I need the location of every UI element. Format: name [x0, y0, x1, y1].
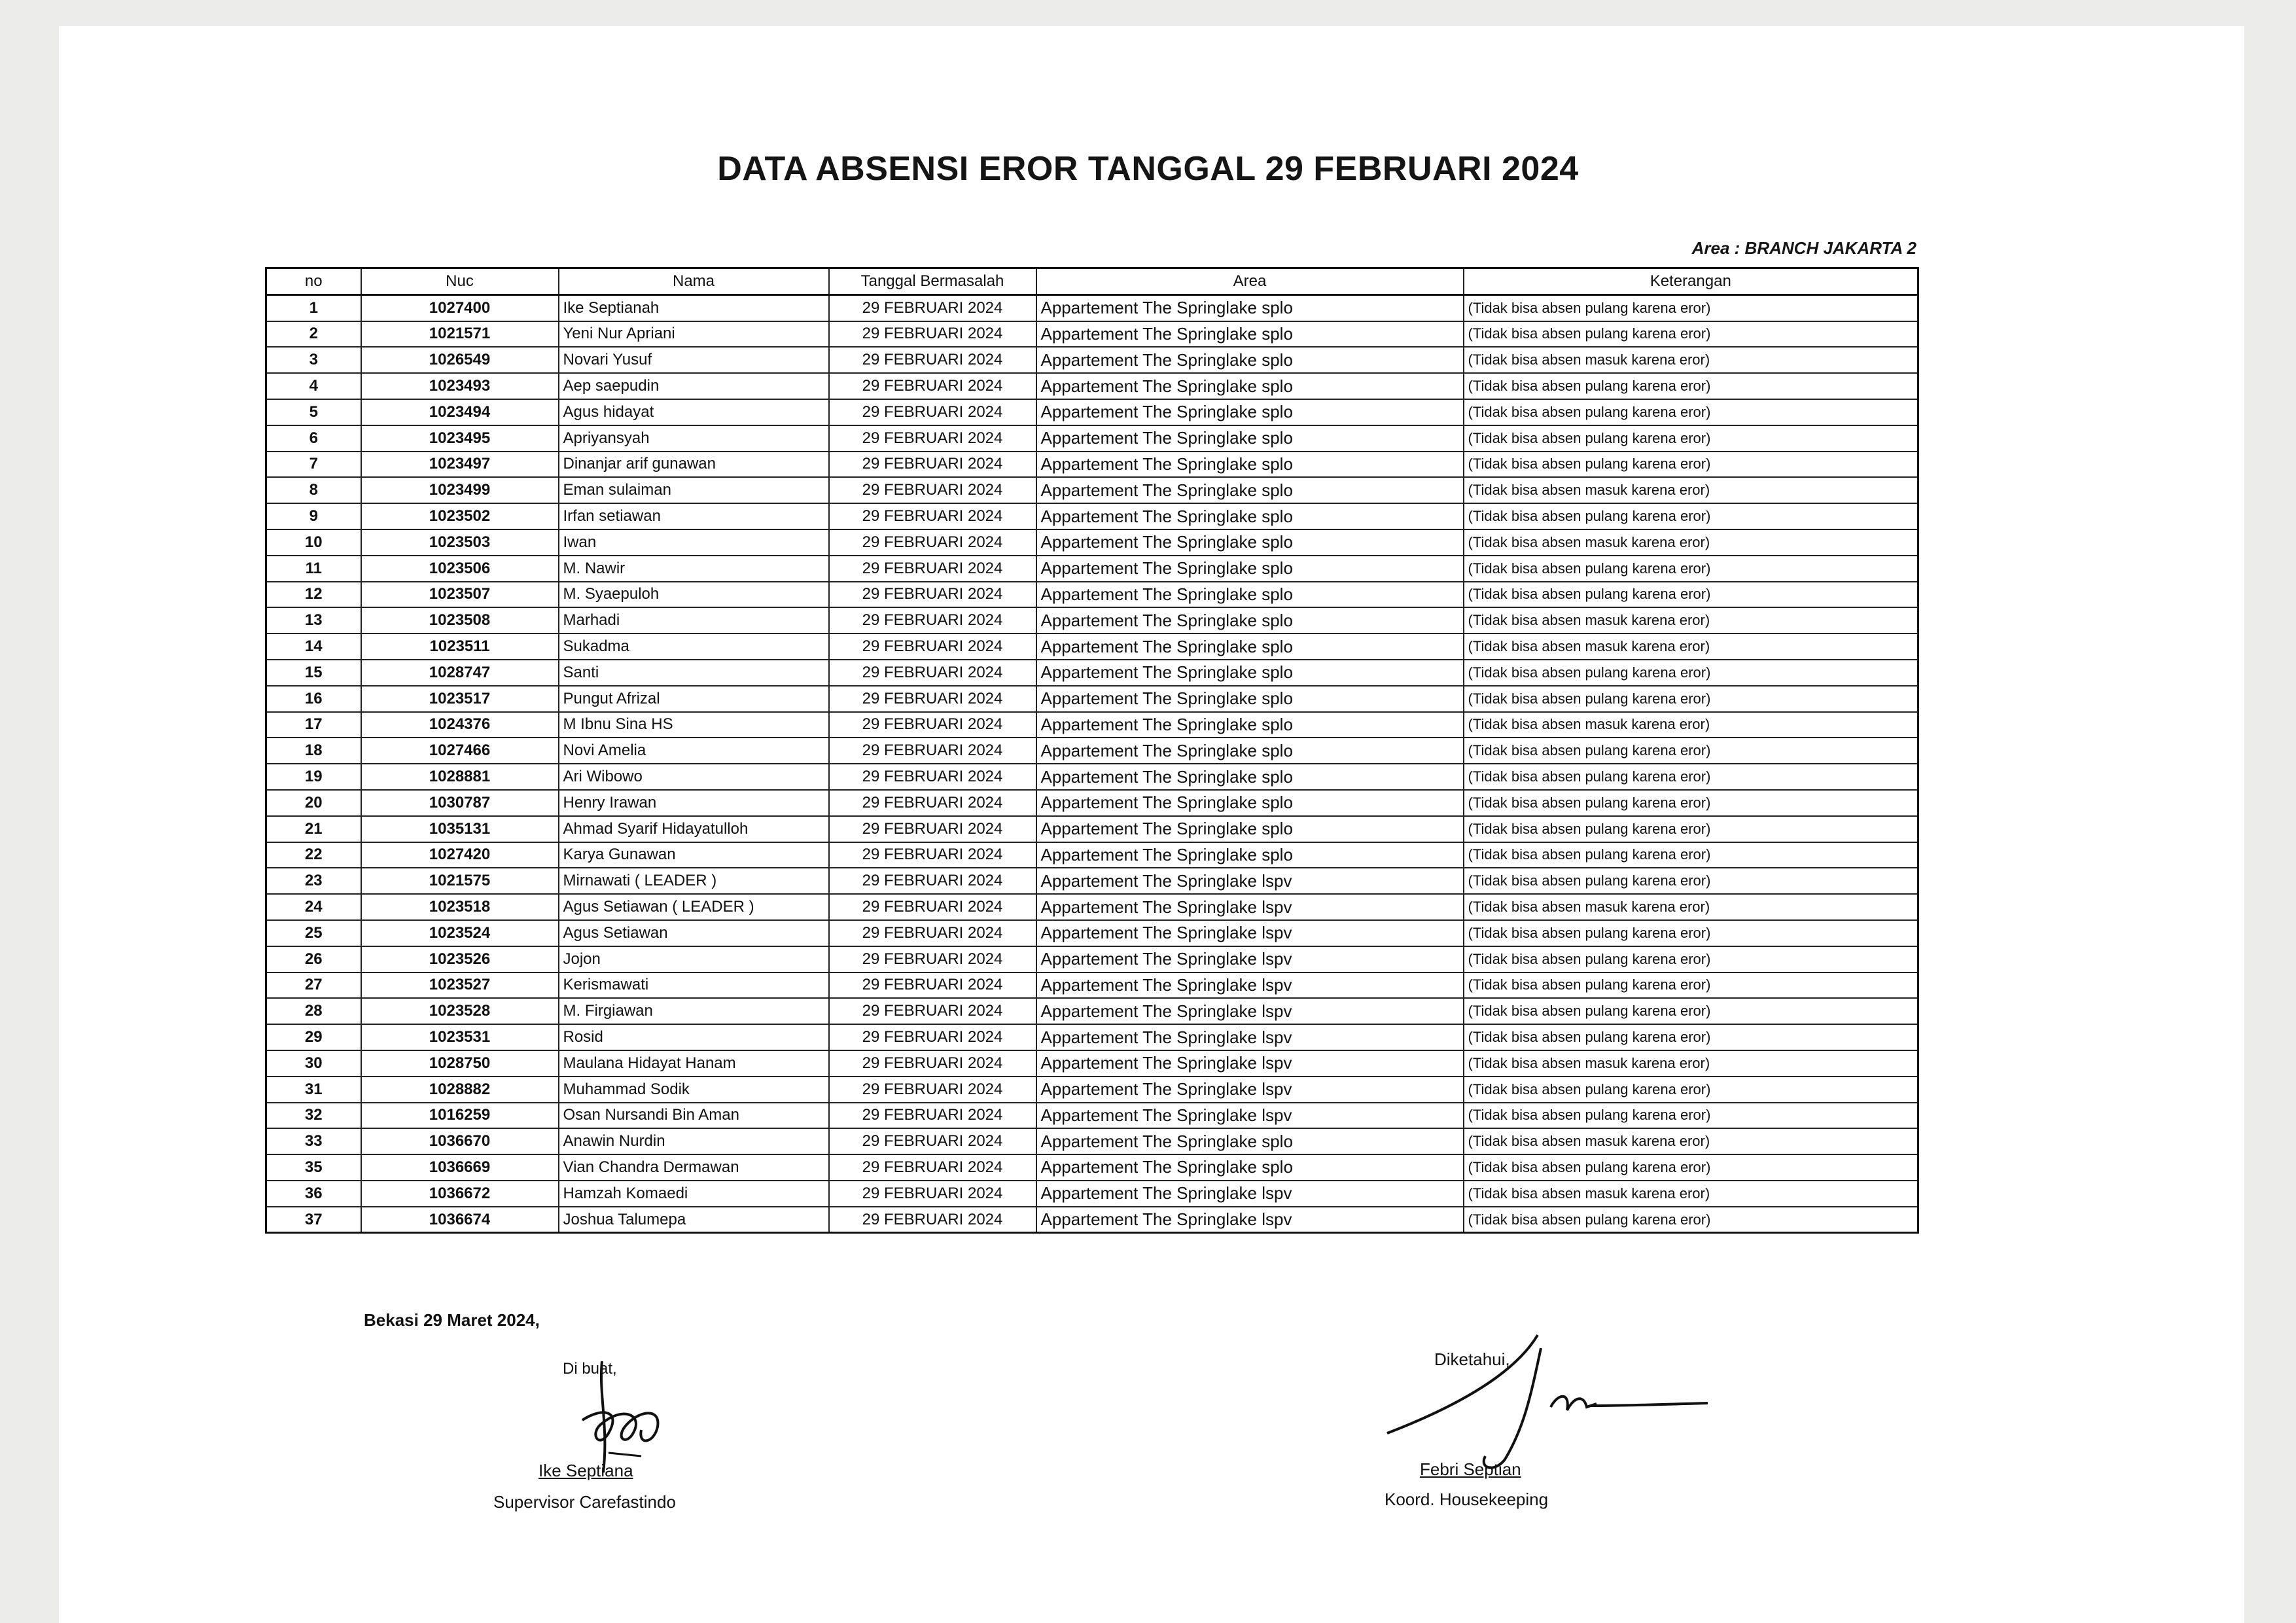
cell-no: 35 [266, 1154, 361, 1181]
cell-no: 22 [266, 842, 361, 868]
table-row [266, 321, 1918, 348]
cell-area: Appartement The Springlake splo [1036, 399, 1464, 425]
cell-keterangan: (Tidak bisa absen pulang karena eror) [1464, 946, 1918, 972]
cell-tanggal: 29 FEBRUARI 2024 [829, 686, 1036, 712]
cell-nama: Novari Yusuf [559, 347, 829, 373]
cell-area: Appartement The Springlake lspv [1036, 946, 1464, 972]
cell-nama: Eman sulaiman [559, 477, 829, 503]
header-keterangan: Keterangan [1464, 268, 1918, 295]
cell-nama: Ahmad Syarif Hidayatulloh [559, 816, 829, 842]
cell-keterangan: (Tidak bisa absen masuk karena eror) [1464, 633, 1918, 660]
cell-area: Appartement The Springlake lspv [1036, 920, 1464, 946]
cell-keterangan: (Tidak bisa absen pulang karena eror) [1464, 920, 1918, 946]
cell-nama: M. Nawir [559, 556, 829, 582]
cell-nama: Novi Amelia [559, 738, 829, 764]
cell-nuc: 1023526 [361, 946, 559, 972]
cell-nuc: 1036670 [361, 1128, 559, 1154]
cell-keterangan: (Tidak bisa absen pulang karena eror) [1464, 1103, 1918, 1129]
cell-keterangan: (Tidak bisa absen pulang karena eror) [1464, 972, 1918, 999]
document-title: DATA ABSENSI EROR TANGGAL 29 FEBRUARI 2024 [717, 150, 1579, 188]
cell-nuc: 1027400 [361, 294, 559, 321]
cell-nuc: 1023499 [361, 477, 559, 503]
cell-no: 2 [266, 321, 361, 348]
cell-area: Appartement The Springlake lspv [1036, 1050, 1464, 1077]
cell-tanggal: 29 FEBRUARI 2024 [829, 294, 1036, 321]
cell-nama: Pungut Afrizal [559, 686, 829, 712]
cell-tanggal: 29 FEBRUARI 2024 [829, 1154, 1036, 1181]
table-row [266, 607, 1918, 633]
cell-tanggal: 29 FEBRUARI 2024 [829, 920, 1036, 946]
cell-keterangan: (Tidak bisa absen pulang karena eror) [1464, 790, 1918, 816]
cell-tanggal: 29 FEBRUARI 2024 [829, 1024, 1036, 1050]
cell-area: Appartement The Springlake splo [1036, 477, 1464, 503]
cell-keterangan: (Tidak bisa absen masuk karena eror) [1464, 529, 1918, 556]
cell-area: Appartement The Springlake splo [1036, 373, 1464, 399]
cell-tanggal: 29 FEBRUARI 2024 [829, 1103, 1036, 1129]
table-row [266, 920, 1918, 946]
place-date: Bekasi 29 Maret 2024, [364, 1310, 540, 1330]
cell-keterangan: (Tidak bisa absen pulang karena eror) [1464, 503, 1918, 529]
cell-nuc: 1023527 [361, 972, 559, 999]
cell-nuc: 1023506 [361, 556, 559, 582]
cell-keterangan: (Tidak bisa absen pulang karena eror) [1464, 399, 1918, 425]
cell-area: Appartement The Springlake lspv [1036, 1181, 1464, 1207]
table-row [266, 894, 1918, 920]
cell-nuc: 1023528 [361, 998, 559, 1024]
cell-nuc: 1023494 [361, 399, 559, 425]
cell-keterangan: (Tidak bisa absen pulang karena eror) [1464, 1024, 1918, 1050]
table-row [266, 1103, 1918, 1129]
table-body [266, 294, 1918, 1233]
table-row [266, 998, 1918, 1024]
cell-nama: Joshua Talumepa [559, 1207, 829, 1233]
cell-keterangan: (Tidak bisa absen pulang karena eror) [1464, 1154, 1918, 1181]
cell-keterangan: (Tidak bisa absen pulang karena eror) [1464, 738, 1918, 764]
table-row [266, 477, 1918, 503]
cell-area: Appartement The Springlake splo [1036, 633, 1464, 660]
cell-tanggal: 29 FEBRUARI 2024 [829, 764, 1036, 790]
cell-no: 27 [266, 972, 361, 999]
cell-no: 5 [266, 399, 361, 425]
cell-nama: Osan Nursandi Bin Aman [559, 1103, 829, 1129]
cell-nama: Muhammad Sodik [559, 1077, 829, 1103]
table-row [266, 556, 1918, 582]
cell-no: 4 [266, 373, 361, 399]
cell-no: 24 [266, 894, 361, 920]
cell-area: Appartement The Springlake splo [1036, 686, 1464, 712]
cell-nuc: 1023493 [361, 373, 559, 399]
cell-nuc: 1023503 [361, 529, 559, 556]
cell-tanggal: 29 FEBRUARI 2024 [829, 868, 1036, 894]
table-row [266, 764, 1918, 790]
table-row [266, 660, 1918, 686]
cell-tanggal: 29 FEBRUARI 2024 [829, 1181, 1036, 1207]
cell-keterangan: (Tidak bisa absen pulang karena eror) [1464, 582, 1918, 608]
table-row [266, 399, 1918, 425]
cell-keterangan: (Tidak bisa absen pulang karena eror) [1464, 425, 1918, 452]
cell-tanggal: 29 FEBRUARI 2024 [829, 399, 1036, 425]
cell-nama: Hamzah Komaedi [559, 1181, 829, 1207]
cell-tanggal: 29 FEBRUARI 2024 [829, 946, 1036, 972]
cell-keterangan: (Tidak bisa absen masuk karena eror) [1464, 1181, 1918, 1207]
made-by-name: Ike Septiana [539, 1461, 633, 1480]
cell-tanggal: 29 FEBRUARI 2024 [829, 660, 1036, 686]
cell-keterangan: (Tidak bisa absen pulang karena eror) [1464, 842, 1918, 868]
cell-area: Appartement The Springlake splo [1036, 1128, 1464, 1154]
table-row [266, 712, 1918, 738]
cell-no: 30 [266, 1050, 361, 1077]
cell-tanggal: 29 FEBRUARI 2024 [829, 1128, 1036, 1154]
cell-nama: Irfan setiawan [559, 503, 829, 529]
cell-area: Appartement The Springlake splo [1036, 347, 1464, 373]
table-row [266, 1207, 1918, 1233]
cell-area: Appartement The Springlake lspv [1036, 998, 1464, 1024]
cell-keterangan: (Tidak bisa absen pulang karena eror) [1464, 998, 1918, 1024]
cell-tanggal: 29 FEBRUARI 2024 [829, 998, 1036, 1024]
cell-nuc: 1024376 [361, 712, 559, 738]
cell-keterangan: (Tidak bisa absen masuk karena eror) [1464, 607, 1918, 633]
made-by-label: Di buat, [563, 1360, 617, 1378]
table-header-row [266, 268, 1918, 295]
cell-nama: Maulana Hidayat Hanam [559, 1050, 829, 1077]
cell-no: 12 [266, 582, 361, 608]
cell-no: 3 [266, 347, 361, 373]
table-row [266, 1077, 1918, 1103]
cell-no: 7 [266, 452, 361, 478]
header-tanggal: Tanggal Bermasalah [829, 268, 1036, 295]
cell-nuc: 1023531 [361, 1024, 559, 1050]
cell-area: Appartement The Springlake lspv [1036, 894, 1464, 920]
cell-nama: M. Firgiawan [559, 998, 829, 1024]
cell-area: Appartement The Springlake splo [1036, 556, 1464, 582]
cell-keterangan: (Tidak bisa absen masuk karena eror) [1464, 1128, 1918, 1154]
cell-tanggal: 29 FEBRUARI 2024 [829, 633, 1036, 660]
cell-keterangan: (Tidak bisa absen masuk karena eror) [1464, 712, 1918, 738]
cell-nuc: 1023502 [361, 503, 559, 529]
table-row [266, 738, 1918, 764]
cell-nuc: 1023508 [361, 607, 559, 633]
cell-nuc: 1023518 [361, 894, 559, 920]
cell-no: 23 [266, 868, 361, 894]
cell-keterangan: (Tidak bisa absen masuk karena eror) [1464, 894, 1918, 920]
cell-area: Appartement The Springlake splo [1036, 452, 1464, 478]
cell-area: Appartement The Springlake splo [1036, 738, 1464, 764]
cell-keterangan: (Tidak bisa absen pulang karena eror) [1464, 321, 1918, 348]
cell-no: 16 [266, 686, 361, 712]
cell-nama: M. Syaepuloh [559, 582, 829, 608]
cell-area: Appartement The Springlake splo [1036, 1154, 1464, 1181]
cell-nama: Agus hidayat [559, 399, 829, 425]
cell-nama: Henry Irawan [559, 790, 829, 816]
cell-no: 33 [266, 1128, 361, 1154]
cell-nama: Jojon [559, 946, 829, 972]
cell-area: Appartement The Springlake splo [1036, 529, 1464, 556]
table-row [266, 452, 1918, 478]
cell-area: Appartement The Springlake splo [1036, 842, 1464, 868]
cell-no: 19 [266, 764, 361, 790]
table-row [266, 1154, 1918, 1181]
table-row [266, 529, 1918, 556]
cell-nuc: 1036674 [361, 1207, 559, 1233]
cell-keterangan: (Tidak bisa absen pulang karena eror) [1464, 868, 1918, 894]
cell-no: 32 [266, 1103, 361, 1129]
table-row [266, 373, 1918, 399]
cell-area: Appartement The Springlake splo [1036, 582, 1464, 608]
cell-tanggal: 29 FEBRUARI 2024 [829, 452, 1036, 478]
cell-nama: Yeni Nur Apriani [559, 321, 829, 348]
cell-nuc: 1030787 [361, 790, 559, 816]
cell-keterangan: (Tidak bisa absen pulang karena eror) [1464, 660, 1918, 686]
table-row [266, 842, 1918, 868]
cell-no: 11 [266, 556, 361, 582]
table-row [266, 503, 1918, 529]
table-row [266, 1024, 1918, 1050]
cell-tanggal: 29 FEBRUARI 2024 [829, 477, 1036, 503]
cell-no: 31 [266, 1077, 361, 1103]
cell-nama: Agus Setiawan ( LEADER ) [559, 894, 829, 920]
cell-area: Appartement The Springlake splo [1036, 425, 1464, 452]
cell-nuc: 1023517 [361, 686, 559, 712]
cell-no: 21 [266, 816, 361, 842]
cell-keterangan: (Tidak bisa absen masuk karena eror) [1464, 347, 1918, 373]
cell-nama: Mirnawati ( LEADER ) [559, 868, 829, 894]
cell-tanggal: 29 FEBRUARI 2024 [829, 894, 1036, 920]
cell-keterangan: (Tidak bisa absen pulang karena eror) [1464, 1077, 1918, 1103]
cell-no: 36 [266, 1181, 361, 1207]
cell-nama: Karya Gunawan [559, 842, 829, 868]
known-by-label: Diketahui, [1434, 1349, 1510, 1369]
cell-keterangan: (Tidak bisa absen pulang karena eror) [1464, 764, 1918, 790]
cell-nuc: 1028881 [361, 764, 559, 790]
cell-keterangan: (Tidak bisa absen pulang karena eror) [1464, 373, 1918, 399]
cell-tanggal: 29 FEBRUARI 2024 [829, 1050, 1036, 1077]
cell-area: Appartement The Springlake splo [1036, 712, 1464, 738]
cell-nama: Kerismawati [559, 972, 829, 999]
cell-keterangan: (Tidak bisa absen pulang karena eror) [1464, 556, 1918, 582]
cell-tanggal: 29 FEBRUARI 2024 [829, 556, 1036, 582]
cell-tanggal: 29 FEBRUARI 2024 [829, 1077, 1036, 1103]
table-row [266, 1181, 1918, 1207]
cell-nama: Anawin Nurdin [559, 1128, 829, 1154]
header-nuc: Nuc [361, 268, 559, 295]
cell-no: 6 [266, 425, 361, 452]
cell-no: 14 [266, 633, 361, 660]
cell-nuc: 1027420 [361, 842, 559, 868]
cell-nama: M Ibnu Sina HS [559, 712, 829, 738]
cell-tanggal: 29 FEBRUARI 2024 [829, 373, 1036, 399]
table-row [266, 294, 1918, 321]
cell-keterangan: (Tidak bisa absen masuk karena eror) [1464, 1050, 1918, 1077]
cell-keterangan: (Tidak bisa absen pulang karena eror) [1464, 294, 1918, 321]
cell-area: Appartement The Springlake splo [1036, 607, 1464, 633]
cell-nama: Apriyansyah [559, 425, 829, 452]
signature-right [1374, 1329, 1714, 1479]
cell-nuc: 1023495 [361, 425, 559, 452]
cell-nuc: 1028750 [361, 1050, 559, 1077]
cell-no: 17 [266, 712, 361, 738]
cell-tanggal: 29 FEBRUARI 2024 [829, 738, 1036, 764]
cell-keterangan: (Tidak bisa absen pulang karena eror) [1464, 1207, 1918, 1233]
cell-nuc: 1023511 [361, 633, 559, 660]
cell-nuc: 1023497 [361, 452, 559, 478]
header-nama: Nama [559, 268, 829, 295]
cell-area: Appartement The Springlake splo [1036, 503, 1464, 529]
cell-tanggal: 29 FEBRUARI 2024 [829, 425, 1036, 452]
cell-nuc: 1036672 [361, 1181, 559, 1207]
cell-tanggal: 29 FEBRUARI 2024 [829, 607, 1036, 633]
cell-nuc: 1021571 [361, 321, 559, 348]
cell-no: 26 [266, 946, 361, 972]
cell-no: 15 [266, 660, 361, 686]
header-area: Area [1036, 268, 1464, 295]
cell-nama: Dinanjar arif gunawan [559, 452, 829, 478]
cell-nuc: 1026549 [361, 347, 559, 373]
table-row [266, 633, 1918, 660]
attendance-error-table [265, 267, 1919, 1234]
cell-nuc: 1028747 [361, 660, 559, 686]
cell-nama: Rosid [559, 1024, 829, 1050]
table-row [266, 790, 1918, 816]
cell-area: Appartement The Springlake lspv [1036, 1077, 1464, 1103]
table-row [266, 868, 1918, 894]
cell-nama: Ike Septianah [559, 294, 829, 321]
cell-no: 25 [266, 920, 361, 946]
cell-area: Appartement The Springlake lspv [1036, 1103, 1464, 1129]
cell-nama: Marhadi [559, 607, 829, 633]
cell-nuc: 1035131 [361, 816, 559, 842]
cell-area: Appartement The Springlake lspv [1036, 868, 1464, 894]
cell-area: Appartement The Springlake splo [1036, 294, 1464, 321]
table-row [266, 686, 1918, 712]
cell-area: Appartement The Springlake lspv [1036, 1024, 1464, 1050]
table-row [266, 582, 1918, 608]
cell-nuc: 1021575 [361, 868, 559, 894]
cell-no: 9 [266, 503, 361, 529]
cell-nuc: 1036669 [361, 1154, 559, 1181]
signature-left [563, 1348, 694, 1479]
cell-area: Appartement The Springlake lspv [1036, 972, 1464, 999]
cell-tanggal: 29 FEBRUARI 2024 [829, 1207, 1036, 1233]
cell-nuc: 1028882 [361, 1077, 559, 1103]
cell-area: Appartement The Springlake splo [1036, 321, 1464, 348]
cell-tanggal: 29 FEBRUARI 2024 [829, 503, 1036, 529]
cell-no: 18 [266, 738, 361, 764]
made-by-role: Supervisor Carefastindo [493, 1492, 676, 1512]
cell-keterangan: (Tidak bisa absen pulang karena eror) [1464, 816, 1918, 842]
cell-no: 20 [266, 790, 361, 816]
cell-nuc: 1027466 [361, 738, 559, 764]
cell-nama: Santi [559, 660, 829, 686]
cell-no: 29 [266, 1024, 361, 1050]
table-row [266, 1128, 1918, 1154]
cell-no: 1 [266, 294, 361, 321]
table-row [266, 1050, 1918, 1077]
cell-tanggal: 29 FEBRUARI 2024 [829, 529, 1036, 556]
cell-no: 13 [266, 607, 361, 633]
cell-keterangan: (Tidak bisa absen pulang karena eror) [1464, 686, 1918, 712]
cell-area: Appartement The Springlake lspv [1036, 1207, 1464, 1233]
cell-tanggal: 29 FEBRUARI 2024 [829, 347, 1036, 373]
cell-nama: Sukadma [559, 633, 829, 660]
cell-tanggal: 29 FEBRUARI 2024 [829, 712, 1036, 738]
cell-tanggal: 29 FEBRUARI 2024 [829, 582, 1036, 608]
cell-nama: Ari Wibowo [559, 764, 829, 790]
cell-nuc: 1023507 [361, 582, 559, 608]
cell-tanggal: 29 FEBRUARI 2024 [829, 972, 1036, 999]
cell-keterangan: (Tidak bisa absen pulang karena eror) [1464, 452, 1918, 478]
cell-nuc: 1023524 [361, 920, 559, 946]
cell-area: Appartement The Springlake splo [1036, 816, 1464, 842]
cell-no: 28 [266, 998, 361, 1024]
known-by-name: Febri Septian [1420, 1459, 1521, 1479]
cell-no: 37 [266, 1207, 361, 1233]
known-by-role: Koord. Housekeeping [1385, 1489, 1549, 1509]
header-no: no [266, 268, 361, 295]
cell-no: 10 [266, 529, 361, 556]
table-row [266, 425, 1918, 452]
area-label: Area : BRANCH JAKARTA 2 [1691, 238, 1916, 258]
cell-nama: Iwan [559, 529, 829, 556]
cell-nama: Vian Chandra Dermawan [559, 1154, 829, 1181]
table-row [266, 972, 1918, 999]
cell-tanggal: 29 FEBRUARI 2024 [829, 842, 1036, 868]
table-row [266, 816, 1918, 842]
cell-nama: Aep saepudin [559, 373, 829, 399]
cell-keterangan: (Tidak bisa absen masuk karena eror) [1464, 477, 1918, 503]
cell-nama: Agus Setiawan [559, 920, 829, 946]
cell-area: Appartement The Springlake splo [1036, 660, 1464, 686]
cell-area: Appartement The Springlake splo [1036, 790, 1464, 816]
cell-area: Appartement The Springlake splo [1036, 764, 1464, 790]
cell-tanggal: 29 FEBRUARI 2024 [829, 790, 1036, 816]
cell-no: 8 [266, 477, 361, 503]
table-row [266, 347, 1918, 373]
table-row [266, 946, 1918, 972]
cell-nuc: 1016259 [361, 1103, 559, 1129]
cell-tanggal: 29 FEBRUARI 2024 [829, 321, 1036, 348]
cell-tanggal: 29 FEBRUARI 2024 [829, 816, 1036, 842]
